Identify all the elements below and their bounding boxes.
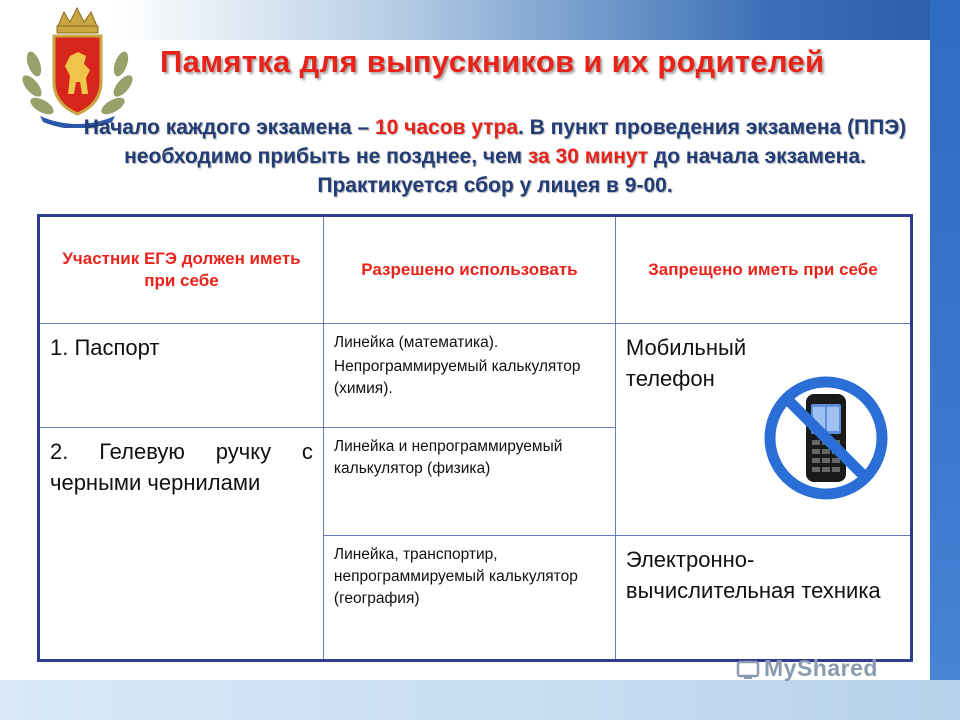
table-header-row xyxy=(39,216,912,324)
must-have-pen-label: 2. Гелевую ручку с черными чернилами xyxy=(50,439,313,495)
top-band xyxy=(0,0,960,40)
header-forbidden: Запрещено иметь при себе xyxy=(615,216,911,324)
header-allowed: Разрешено использовать xyxy=(323,216,615,324)
must-have-passport: 1. Паспорт xyxy=(39,324,324,428)
logo-icon xyxy=(736,660,762,680)
intro-text xyxy=(60,113,930,200)
allowed-item-1 xyxy=(323,324,615,428)
logo-text: MyShared xyxy=(764,655,878,681)
intro-part3: до начала экзамена. Практикуется сбор у лицея в 9-00. xyxy=(317,145,866,197)
page-title: Памятка для выпускников и их родителей xyxy=(160,44,825,79)
intro-highlight-minutes: за 30 минут xyxy=(527,145,649,168)
allowed-item-1-line-2: Непрограммируемый калькулятор (химия). xyxy=(333,358,581,397)
forbidden-electronics: Электронно-вычислительная техника xyxy=(615,536,911,661)
intro-highlight-time: 10 часов утра xyxy=(374,116,519,139)
allowed-item-2: Линейка и непрограммируемый калькулятор (физика) xyxy=(323,428,615,536)
intro-part1: Начало каждого экзамена – xyxy=(83,116,375,139)
allowed-item-3: Линейка, транспортир, непрограммируемый калькулятор (география) xyxy=(323,536,615,661)
intro-part2: . В пункт проведения экзамена (ППЭ) необходимо прибыть не позднее, чем xyxy=(124,116,907,168)
bottom-band xyxy=(0,680,960,720)
no-phone-icon xyxy=(762,374,890,502)
allowed-item-1-line-1: Линейка (математика). xyxy=(333,334,499,351)
forbidden-phone-label: Мобильный телефон xyxy=(625,335,747,391)
right-band xyxy=(930,0,960,720)
header-must-have: Участник ЕГЭ должен иметь при себе xyxy=(39,216,324,324)
myshared-logo xyxy=(736,655,878,682)
crest-icon xyxy=(20,4,135,128)
must-have-pen xyxy=(39,428,324,661)
